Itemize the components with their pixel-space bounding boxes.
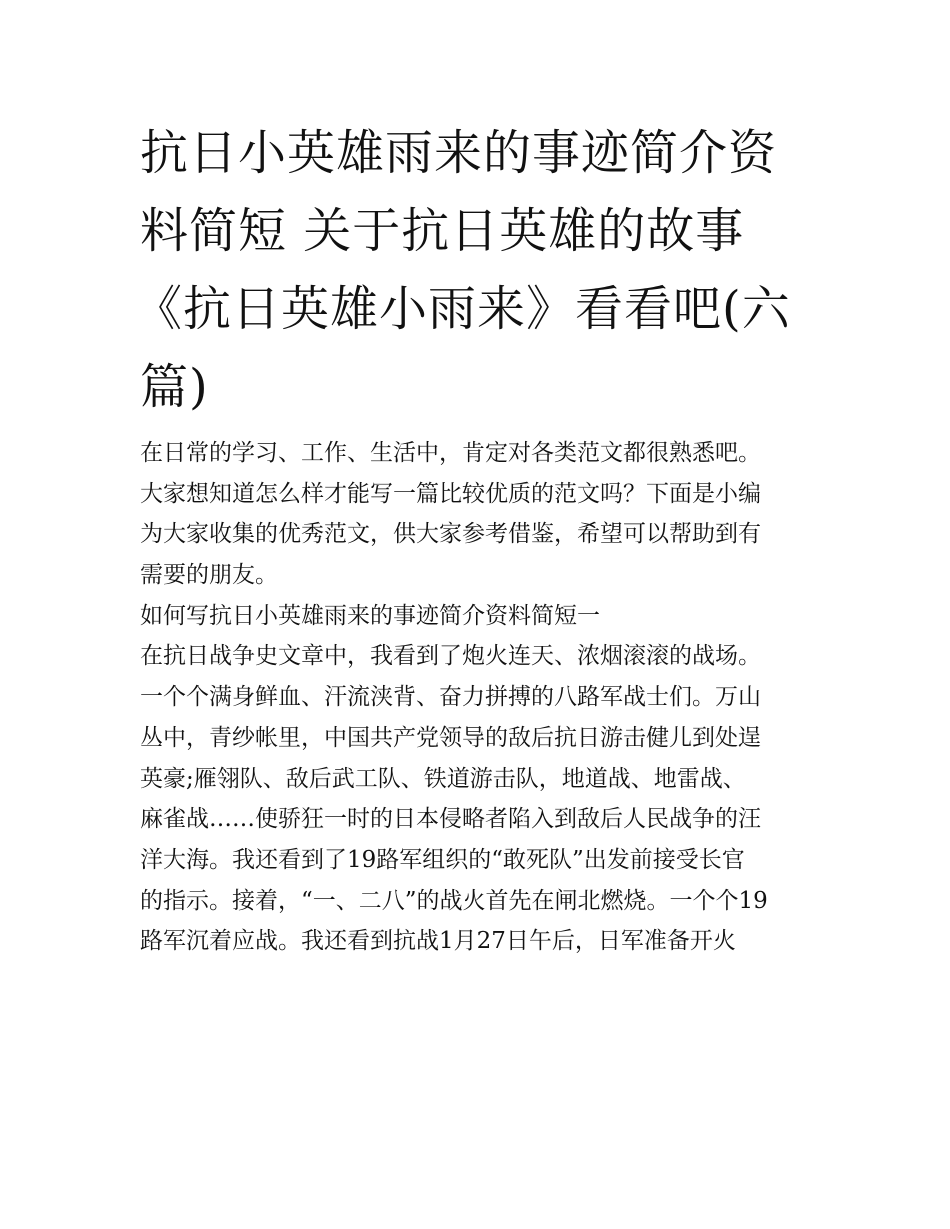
- document-title: [134, 114, 830, 426]
- text-line: 洋大海。我还看到了19路军组织的“敢死队”出发前接受长官: [140, 846, 745, 873]
- text-line: 英豪;雁翎队、敌后武工队、铁道游击队，地道战、地雷战、: [140, 765, 746, 792]
- intro-paragraph: [140, 433, 830, 596]
- section-heading: 如何写抗日小英雄雨来的事迹简介资料简短一: [140, 602, 600, 629]
- text-line: 一个个满身鲜血、汗流浃背、奋力拼搏的八路军战士们。万山: [140, 684, 761, 711]
- title-line: 《抗日英雄小雨来》看看吧(六: [134, 281, 791, 337]
- document-body: [140, 433, 830, 962]
- text-line: 大家想知道怎么样才能写一篇比较优质的范文吗？下面是小编: [140, 480, 761, 507]
- text-line: 麻雀战……使骄狂一时的日本侵略者陷入到敌后人民战争的汪: [140, 806, 761, 833]
- text-line: 在抗日战争史文章中，我看到了炮火连天、浓烟滚滚的战场。: [140, 643, 761, 670]
- text-line: 的指示。接着，“一、二八”的战火首先在闸北燃烧。一个个19: [140, 887, 768, 914]
- title-line: 抗日小英雄雨来的事迹简介资: [140, 125, 778, 181]
- text-line: 路军沉着应战。我还看到抗战1月27日午后，日军准备开火: [140, 928, 736, 955]
- section-paragraph: [140, 636, 830, 962]
- text-line: 在日常的学习、工作、生活中，肯定对各类范文都很熟悉吧。: [140, 440, 761, 466]
- text-line: 需要的朋友。: [140, 562, 278, 589]
- title-line: 篇): [140, 359, 209, 415]
- text-line: 丛中，青纱帐里，中国共产党领导的敌后抗日游击健儿到处逞: [140, 724, 761, 751]
- title-line: 料简短 关于抗日英雄的故事: [140, 203, 745, 259]
- text-line: 为大家收集的优秀范文，供大家参考借鉴，希望可以帮助到有: [140, 521, 761, 548]
